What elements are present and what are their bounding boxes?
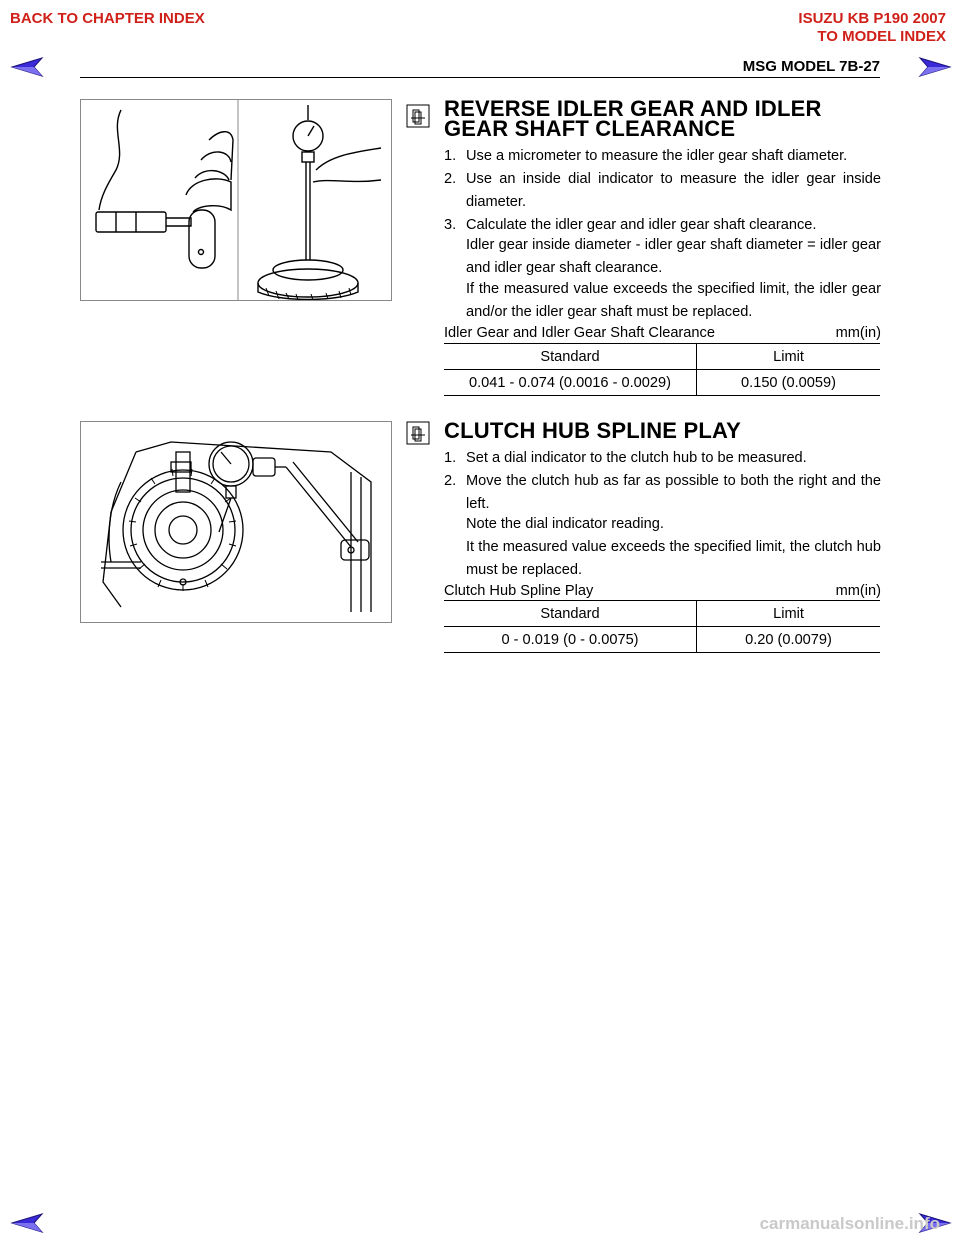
- section-1-spec-table: [444, 343, 880, 396]
- table-header-limit: Limit: [697, 601, 881, 627]
- reference-book-icon[interactable]: [406, 421, 430, 445]
- header-rule: [80, 77, 880, 78]
- table-caption-text: Idler Gear and Idler Gear Shaft Clearance: [444, 325, 715, 341]
- prev-page-arrow-icon[interactable]: [10, 56, 44, 78]
- step-number: 2.: [444, 473, 457, 489]
- model-title-link[interactable]: ISUZU KB P190 2007: [798, 10, 946, 27]
- section-1-note-1: Idler gear inside diameter - idler gear shaft diameter = idler gear and idler gear shaft clearance.: [466, 237, 881, 276]
- section-1-step-2: [444, 168, 881, 214]
- table-header-standard: Standard: [444, 344, 697, 370]
- step-text: Set a dial indicator to the clutch hub to be measured.: [466, 450, 807, 466]
- table-value-limit: 0.20 (0.0079): [697, 627, 881, 653]
- step-text: Use a micrometer to measure the idler gear shaft diameter.: [466, 148, 848, 164]
- section-2-step-1: [444, 447, 881, 470]
- clutch-hub-spline-illustration: [81, 422, 391, 622]
- section-1-step-1: [444, 145, 881, 168]
- section-1-title-line-1: REVERSE IDLER GEAR AND IDLER: [444, 96, 822, 121]
- section-2-title: CLUTCH HUB SPLINE PLAY: [444, 418, 741, 443]
- section-2-spec-table: [444, 600, 880, 653]
- step-text: Calculate the idler gear and idler gear shaft clearance.: [466, 217, 817, 233]
- step-number: 1.: [444, 450, 457, 466]
- model-index-block[interactable]: [798, 10, 946, 46]
- table-caption-text: Clutch Hub Spline Play: [444, 583, 594, 599]
- section-2-note-1: Note the dial indicator reading.: [466, 516, 664, 532]
- step-number: 2.: [444, 171, 457, 187]
- idler-gear-measurement-illustration: [81, 100, 391, 300]
- section-1-note-2: If the measured value exceeds the specified limit, the idler gear and/or the idler gear shaft must be replaced.: [466, 281, 881, 320]
- table-value-limit: 0.150 (0.0059): [697, 370, 881, 396]
- table-unit: mm(in): [835, 325, 881, 341]
- watermark-text: carmanualsonline.info: [759, 1214, 940, 1233]
- step-text: Use an inside dial indicator to measure the idler gear inside diameter.: [466, 171, 881, 210]
- section-1-title-line-2: GEAR SHAFT CLEARANCE: [444, 116, 736, 141]
- table-value-standard: 0 - 0.019 (0 - 0.0075): [444, 627, 697, 653]
- step-number: 3.: [444, 217, 457, 233]
- step-number: 1.: [444, 148, 457, 164]
- step-text: Move the clutch hub as far as possible to both the right and the left.: [466, 473, 881, 512]
- reference-book-icon[interactable]: [406, 104, 430, 128]
- to-model-index-link[interactable]: TO MODEL INDEX: [817, 28, 946, 45]
- micrometer-and-dial-indicator-figure: [80, 99, 392, 301]
- table-value-standard: 0.041 - 0.074 (0.0016 - 0.0029): [444, 370, 697, 396]
- prev-page-arrow-icon-bottom[interactable]: [10, 1212, 44, 1234]
- table-unit: mm(in): [835, 583, 881, 599]
- section-1-table-caption: [444, 323, 881, 343]
- clutch-hub-dial-indicator-figure: [80, 421, 392, 623]
- next-page-arrow-icon[interactable]: [918, 56, 952, 78]
- page-header: MSG MODEL 7B-27: [742, 58, 880, 75]
- table-header-limit: Limit: [697, 344, 881, 370]
- back-to-chapter-index-link[interactable]: BACK TO CHAPTER INDEX: [10, 10, 205, 27]
- table-header-standard: Standard: [444, 601, 697, 627]
- section-2-step-2: [444, 470, 881, 516]
- section-2-note-2: It the measured value exceeds the specified limit, the clutch hub must be replaced.: [466, 539, 881, 578]
- section-2-table-caption: [444, 581, 881, 601]
